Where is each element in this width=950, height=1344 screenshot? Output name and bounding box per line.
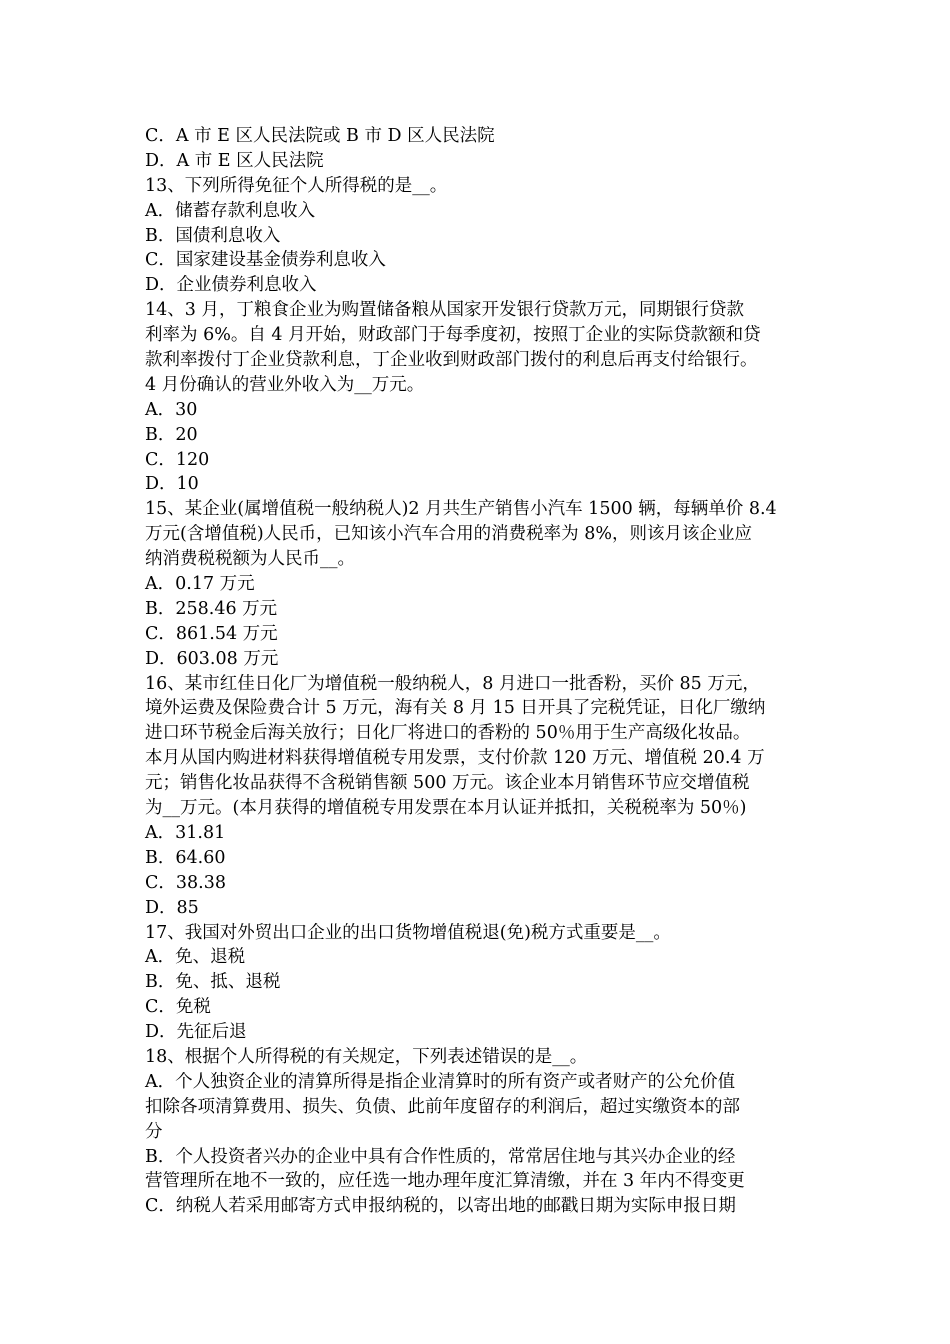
option-12-c: C．A 市 E 区人民法院或 B 市 D 区人民法院	[145, 126, 495, 146]
option-18-c: C．纳税人若采用邮寄方式申报纳税的，以寄出地的邮戳日期为实际申报日期	[145, 1196, 736, 1217]
question-15-line-1: 15、某企业(属增值税一般纳税人)2 月共生产销售小汽车 1500 辆，每辆单价 8.4	[145, 499, 777, 520]
option-14-b: B．20	[145, 424, 198, 445]
option-16-a: A．31.81	[145, 822, 226, 843]
option-15-c: C．861.54 万元	[145, 623, 278, 644]
question-18: 18、根据个人所得税的有关规定，下列表述错误的是__。	[145, 1046, 588, 1067]
question-16-line-6: 为__万元。(本月获得的增值税专用发票在本月认证并抵扣，关税税率为 50％)	[145, 798, 747, 819]
question-16-line-4: 本月从国内购进材料获得增值税专用发票，支付价款 120 万元、增值税 20.4 万	[145, 748, 765, 769]
option-17-b: B．免、抵、退税	[145, 972, 281, 993]
option-13-a: A．储蓄存款利息收入	[145, 200, 316, 221]
question-14-line-4: 4 月份确认的营业外收入为__万元。	[145, 374, 425, 395]
option-16-c: C．38.38	[145, 872, 226, 893]
option-14-c: C．120	[145, 449, 210, 470]
question-14-line-2: 利率为 6%。自 4 月开始，财政部门于每季度初，按照丁企业的实际贷款额和贷	[145, 325, 761, 346]
question-15-line-3: 纳消费税税额为人民币__。	[145, 549, 355, 570]
document-page	[145, 124, 835, 1219]
option-18-a-line-3: 分	[145, 1121, 163, 1142]
option-18-b-line-1: B．个人投资者兴办的企业中具有合作性质的，常常居住地与其兴办企业的经	[145, 1146, 736, 1167]
option-18-a-line-1: A．个人独资企业的清算所得是指企业清算时的所有资产或者财产的公允价值	[145, 1071, 736, 1092]
option-13-d: D．企业债券利息收入	[145, 275, 317, 296]
option-18-b-line-2: 营管理所在地不一致的，应任选一地办理年度汇算清缴，并在 3 年内不得变更	[145, 1171, 745, 1192]
option-17-a: A．免、退税	[145, 947, 246, 968]
option-15-a: A．0.17 万元	[145, 574, 255, 595]
question-13: 13、下列所得免征个人所得税的是__。	[145, 175, 448, 196]
option-16-b: B．64.60	[145, 847, 226, 868]
question-16-line-2: 境外运费及保险费合计 5 万元，海有关 8 月 15 日开具了完税凭证，日化厂缴纳	[145, 698, 766, 719]
option-16-d: D．85	[145, 897, 199, 918]
question-17: 17、我国对外贸出口企业的出口货物增值税退(免)税方式重要是__。	[145, 922, 671, 943]
option-13-c: C．国家建设基金债券利息收入	[145, 250, 386, 271]
question-15-line-2: 万元(含增值税)人民币，已知该小汽车合用的消费税率为 8%，则该月该企业应	[145, 524, 752, 545]
question-16-line-5: 元；销售化妆品获得不含税销售额 500 万元。该企业本月销售环节应交增值税	[145, 773, 750, 794]
option-13-b: B．国债利息收入	[145, 225, 281, 246]
option-17-c: C．免税	[145, 997, 211, 1018]
option-14-d: D．10	[145, 474, 199, 495]
option-15-d: D．603.08 万元	[145, 648, 279, 669]
option-14-a: A．30	[145, 399, 198, 420]
question-14-line-3: 款利率拨付丁企业贷款利息，丁企业收到财政部门拨付的利息后再支付给银行。	[145, 350, 758, 371]
option-17-d: D．先征后退	[145, 1022, 247, 1043]
question-14-line-1: 14、3 月，丁粮食企业为购置储备粮从国家开发银行贷款万元，同期银行贷款	[145, 300, 744, 321]
question-16-line-3: 进口环节税金后海关放行；日化厂将进口的香粉的 50％用于生产高级化妆品。	[145, 723, 751, 744]
option-12-d: D．A 市 E 区人民法院	[145, 150, 324, 171]
question-16-line-1: 16、某市红佳日化厂为增值税一般纳税人，8 月进口一批香粉，买价 85 万元，	[145, 673, 760, 694]
option-15-b: B．258.46 万元	[145, 598, 278, 619]
option-18-a-line-2: 扣除各项清算费用、损失、负债、此前年度留存的利润后，超过实缴资本的部	[145, 1096, 740, 1117]
